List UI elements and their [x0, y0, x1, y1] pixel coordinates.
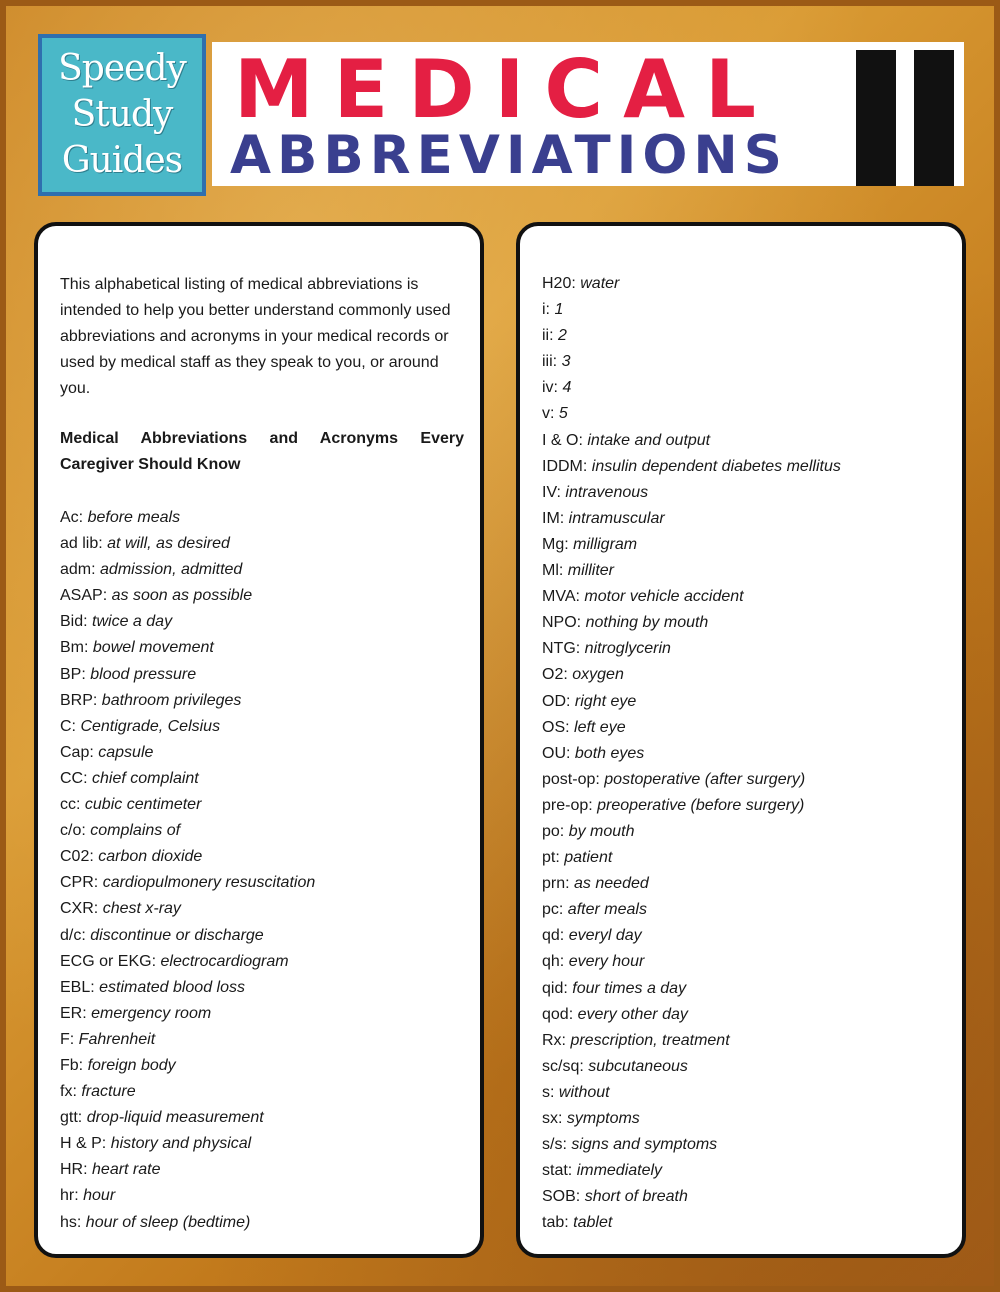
abbreviation-definition: every hour — [568, 953, 645, 971]
speedy-study-guides-logo — [38, 34, 206, 196]
abbreviation-entry — [542, 349, 841, 375]
abbreviation-term: Rx: — [542, 1031, 566, 1049]
abbreviation-entry — [542, 558, 841, 584]
abbreviation-entry — [542, 532, 841, 558]
abbreviation-term: pre-op: — [542, 796, 593, 814]
abbreviation-definition: hour — [83, 1187, 116, 1205]
abbreviation-definition: chest x-ray — [102, 900, 181, 918]
abbreviation-definition: 5 — [558, 405, 568, 423]
abbreviation-term: sc/sq: — [542, 1057, 584, 1075]
abbreviation-definition: intake and output — [587, 431, 711, 449]
title-medical: MEDICAL — [234, 43, 777, 136]
intro-paragraph: This alphabetical listing of medical abbreviations is intended to help you better understand commonly used abbreviations and acronyms in your medical records or used by medical staff as they speak to you, or around you. — [60, 276, 451, 397]
abbreviation-term: ECG or EKG: — [60, 952, 157, 970]
abbreviation-term: Ml: — [542, 562, 564, 580]
abbreviation-definition: foreign body — [87, 1056, 176, 1074]
abbreviation-term: IDDM: — [542, 457, 588, 475]
abbreviation-definition: before meals — [87, 509, 181, 526]
abbreviation-entry — [542, 636, 841, 662]
abbreviation-definition: subcutaneous — [588, 1057, 688, 1075]
abbreviation-entry — [542, 793, 841, 819]
abbreviation-term: adm: — [60, 561, 96, 579]
abbreviation-term: Ac: — [60, 509, 84, 526]
abbreviation-term: s: — [542, 1083, 555, 1101]
abbreviation-definition: after meals — [567, 901, 647, 919]
abbreviation-term: s/s: — [542, 1136, 567, 1154]
abbreviation-entry — [542, 1028, 841, 1054]
abbreviation-entry — [542, 1210, 841, 1236]
abbreviation-definition: capsule — [98, 743, 154, 761]
abbreviation-term: H20: — [542, 275, 576, 292]
abbreviation-definition: estimated blood loss — [99, 978, 245, 996]
abbreviation-entry — [60, 923, 315, 949]
abbreviation-entry — [60, 1027, 315, 1053]
abbreviation-entry — [60, 1183, 315, 1209]
abbreviation-entry — [60, 1210, 315, 1236]
abbreviation-entry — [60, 949, 315, 975]
abbreviation-definition: patient — [564, 849, 613, 867]
abbreviation-term: ad lib: — [60, 535, 103, 553]
abbreviation-definition: history and physical — [110, 1135, 252, 1153]
abbreviation-definition: oxygen — [572, 666, 624, 684]
abbreviation-term: sx: — [542, 1110, 563, 1127]
abbreviation-entry — [542, 767, 841, 793]
abbreviation-entry — [542, 454, 841, 480]
abbreviation-entry — [542, 1132, 841, 1158]
abbreviation-definition: as needed — [574, 875, 649, 893]
abbreviation-definition: drop-liquid measurement — [86, 1109, 264, 1127]
abbreviation-entry — [542, 584, 841, 610]
abbreviation-entry — [60, 870, 315, 896]
abbreviation-definition: Centigrade, Celsius — [80, 717, 221, 735]
abbreviation-definition: prescription, treatment — [570, 1031, 730, 1049]
abbreviation-definition: electrocardiogram — [160, 952, 289, 970]
abbreviation-definition: intramuscular — [568, 509, 665, 527]
abbreviation-term: hr: — [60, 1187, 79, 1205]
abbreviation-definition: milligram — [573, 535, 638, 553]
left-panel — [34, 222, 484, 1258]
abbreviation-term: F: — [60, 1030, 75, 1048]
abbreviation-entry — [60, 714, 315, 740]
abbreviation-term: ER: — [60, 1004, 87, 1022]
abbreviation-term: ASAP: — [60, 587, 108, 605]
abbreviation-entry — [542, 401, 841, 427]
abbreviation-definition: carbon dioxide — [98, 848, 203, 866]
abbreviation-term: c/o: — [60, 822, 86, 840]
abbreviation-definition: preoperative (before surgery) — [597, 796, 805, 814]
abbreviation-entry — [60, 583, 315, 609]
abbreviation-term: v: — [542, 405, 555, 423]
abbreviation-definition: cubic centimeter — [84, 796, 202, 814]
abbreviation-term: d/c: — [60, 926, 86, 944]
abbreviation-term: qid: — [542, 979, 568, 997]
abbreviation-definition: immediately — [576, 1162, 663, 1180]
abbreviation-entry — [542, 1158, 841, 1184]
abbreviation-term: Cap: — [60, 743, 94, 761]
abbreviation-entry — [60, 1053, 315, 1079]
abbreviation-definition: bathroom privileges — [101, 691, 242, 709]
abbreviation-definition: everyl day — [568, 927, 642, 945]
abbreviation-list-left — [60, 505, 315, 1236]
abbreviation-term: iii: — [542, 353, 558, 371]
abbreviation-definition: hour of sleep (bedtime) — [85, 1213, 251, 1231]
abbreviation-entry — [60, 766, 315, 792]
abbreviation-definition: as soon as possible — [111, 587, 253, 605]
abbreviation-term: gtt: — [60, 1109, 83, 1127]
abbreviation-entry — [542, 323, 841, 349]
abbreviation-term: NTG: — [542, 640, 581, 658]
abbreviation-definition: water — [580, 275, 620, 292]
abbreviation-term: ii: — [542, 327, 554, 345]
abbreviation-term: HR: — [60, 1161, 88, 1179]
abbreviation-definition: every other day — [577, 1005, 688, 1023]
abbreviation-entry — [542, 923, 841, 949]
abbreviation-entry — [542, 1054, 841, 1080]
abbreviation-definition: heart rate — [92, 1161, 161, 1179]
abbreviation-definition: tablet — [573, 1214, 613, 1232]
abbreviation-definition: blood pressure — [90, 665, 197, 683]
abbreviation-entry — [542, 819, 841, 845]
abbreviation-entry — [60, 635, 315, 661]
abbreviation-entry — [542, 297, 841, 323]
abbreviation-entry — [60, 1105, 315, 1131]
abbreviation-definition: without — [558, 1083, 610, 1101]
abbreviation-entry — [60, 662, 315, 688]
abbreviation-term: po: — [542, 822, 565, 840]
abbreviation-term: IV: — [542, 483, 561, 501]
abbreviation-term: post-op: — [542, 770, 600, 788]
abbreviation-definition: short of breath — [584, 1188, 688, 1206]
abbreviation-definition: 1 — [554, 301, 564, 319]
abbreviation-definition: 2 — [558, 327, 567, 345]
abbreviation-entry — [60, 531, 315, 557]
abbreviation-term: Bm: — [60, 639, 89, 657]
abbreviation-entry — [60, 818, 315, 844]
abbreviation-entry — [60, 505, 315, 531]
abbreviation-definition: twice a day — [92, 613, 173, 631]
abbreviation-definition: nitroglycerin — [584, 640, 671, 658]
abbreviation-term: BRP: — [60, 691, 98, 709]
abbreviation-definition: 3 — [561, 353, 571, 371]
abbreviation-term: qod: — [542, 1005, 574, 1023]
abbreviation-term: qh: — [542, 953, 565, 971]
roman-numeral-bar-1 — [856, 50, 896, 186]
abbreviation-entry — [60, 609, 315, 635]
abbreviation-term: iv: — [542, 379, 558, 397]
abbreviation-term: i: — [542, 301, 550, 319]
abbreviation-definition: left eye — [574, 718, 626, 736]
abbreviation-entry — [542, 271, 841, 297]
section-heading: Medical Abbreviations and Acronyms Every Caregiver Should Know — [60, 430, 464, 473]
abbreviation-entry — [542, 428, 841, 454]
roman-numeral-bar-2 — [914, 50, 954, 186]
abbreviation-term: OS: — [542, 718, 570, 736]
abbreviation-term: qd: — [542, 927, 565, 945]
abbreviation-entry — [542, 1106, 841, 1132]
abbreviation-entry — [542, 1184, 841, 1210]
abbreviation-term: Mg: — [542, 535, 569, 553]
abbreviation-term: NPO: — [542, 614, 582, 632]
abbreviation-term: OD: — [542, 692, 571, 710]
abbreviation-entry — [542, 662, 841, 688]
abbreviation-definition: fracture — [81, 1083, 136, 1101]
abbreviation-definition: bowel movement — [92, 639, 214, 657]
abbreviation-term: I & O: — [542, 431, 583, 449]
abbreviation-term: tab: — [542, 1214, 569, 1232]
abbreviation-definition: four times a day — [572, 979, 687, 997]
abbreviation-definition: insulin dependent diabetes mellitus — [591, 457, 841, 475]
abbreviation-term: Bid: — [60, 613, 88, 631]
abbreviation-definition: symptoms — [566, 1110, 640, 1127]
abbreviation-term: C: — [60, 717, 76, 735]
abbreviation-term: IM: — [542, 509, 565, 527]
abbreviation-definition: emergency room — [91, 1004, 212, 1022]
right-panel — [516, 222, 966, 1258]
abbreviation-term: C02: — [60, 848, 94, 866]
abbreviation-term: pc: — [542, 901, 564, 919]
abbreviation-term: MVA: — [542, 588, 580, 606]
abbreviation-term: BP: — [60, 665, 86, 683]
abbreviation-entry — [60, 792, 315, 818]
abbreviation-definition: right eye — [574, 692, 637, 710]
logo-line-3: Guides — [61, 140, 183, 181]
title-banner — [212, 42, 964, 186]
abbreviation-entry — [542, 506, 841, 532]
abbreviation-entry — [60, 844, 315, 870]
abbreviation-definition: motor vehicle accident — [584, 588, 744, 606]
abbreviation-entry — [542, 871, 841, 897]
abbreviation-entry — [542, 610, 841, 636]
abbreviation-definition: Fahrenheit — [78, 1030, 156, 1048]
abbreviation-entry — [542, 741, 841, 767]
abbreviation-term: prn: — [542, 875, 570, 893]
abbreviation-definition: cardiopulmonery resuscitation — [102, 874, 316, 892]
abbreviation-term: pt: — [542, 849, 560, 867]
abbreviation-definition: by mouth — [568, 822, 635, 840]
abbreviation-term: OU: — [542, 744, 571, 762]
abbreviation-definition: 4 — [562, 379, 572, 397]
abbreviation-entry — [60, 740, 315, 766]
abbreviation-entry — [542, 480, 841, 506]
abbreviation-term: cc: — [60, 796, 81, 814]
abbreviation-definition: admission, admitted — [100, 561, 243, 579]
abbreviation-definition: intravenous — [565, 483, 649, 501]
abbreviation-term: hs: — [60, 1213, 82, 1231]
abbreviation-entry — [60, 1157, 315, 1183]
abbreviation-term: fx: — [60, 1083, 77, 1101]
abbreviation-term: Fb: — [60, 1056, 84, 1074]
logo-line-2: Study — [71, 94, 173, 135]
abbreviation-entry — [60, 557, 315, 583]
abbreviation-entry — [542, 375, 841, 401]
abbreviation-entry — [60, 896, 315, 922]
abbreviation-entry — [542, 689, 841, 715]
abbreviation-definition: at will, as desired — [107, 535, 230, 553]
abbreviation-entry — [542, 976, 841, 1002]
abbreviation-term: H & P: — [60, 1135, 107, 1153]
abbreviation-definition: signs and symptoms — [571, 1136, 718, 1154]
abbreviation-definition: postoperative (after surgery) — [604, 770, 806, 788]
abbreviation-entry — [542, 845, 841, 871]
abbreviation-entry — [60, 975, 315, 1001]
abbreviation-entry — [60, 688, 315, 714]
abbreviation-term: O2: — [542, 666, 568, 684]
abbreviation-entry — [542, 1080, 841, 1106]
abbreviation-entry — [60, 1001, 315, 1027]
abbreviation-term: CC: — [60, 769, 88, 787]
abbreviation-entry — [542, 949, 841, 975]
abbreviation-definition: both eyes — [574, 744, 645, 762]
abbreviation-definition: milliter — [567, 562, 614, 580]
abbreviation-entry — [542, 897, 841, 923]
abbreviation-definition: chief complaint — [92, 769, 199, 787]
abbreviation-term: CXR: — [60, 900, 99, 918]
abbreviation-entry — [60, 1131, 315, 1157]
abbreviation-definition: complains of — [90, 822, 181, 840]
abbreviation-term: CPR: — [60, 874, 99, 892]
abbreviation-term: SOB: — [542, 1188, 581, 1206]
abbreviation-entry — [542, 1002, 841, 1028]
abbreviation-definition: discontinue or discharge — [90, 926, 264, 944]
logo-line-1: Speedy — [58, 48, 186, 89]
abbreviation-term: EBL: — [60, 978, 95, 996]
abbreviation-definition: nothing by mouth — [585, 614, 709, 632]
abbreviation-list-right — [542, 271, 841, 1236]
abbreviation-term: stat: — [542, 1162, 573, 1180]
abbreviation-entry — [60, 1079, 315, 1105]
abbreviation-entry — [542, 715, 841, 741]
title-abbreviations: ABBREVIATIONS — [230, 125, 788, 186]
